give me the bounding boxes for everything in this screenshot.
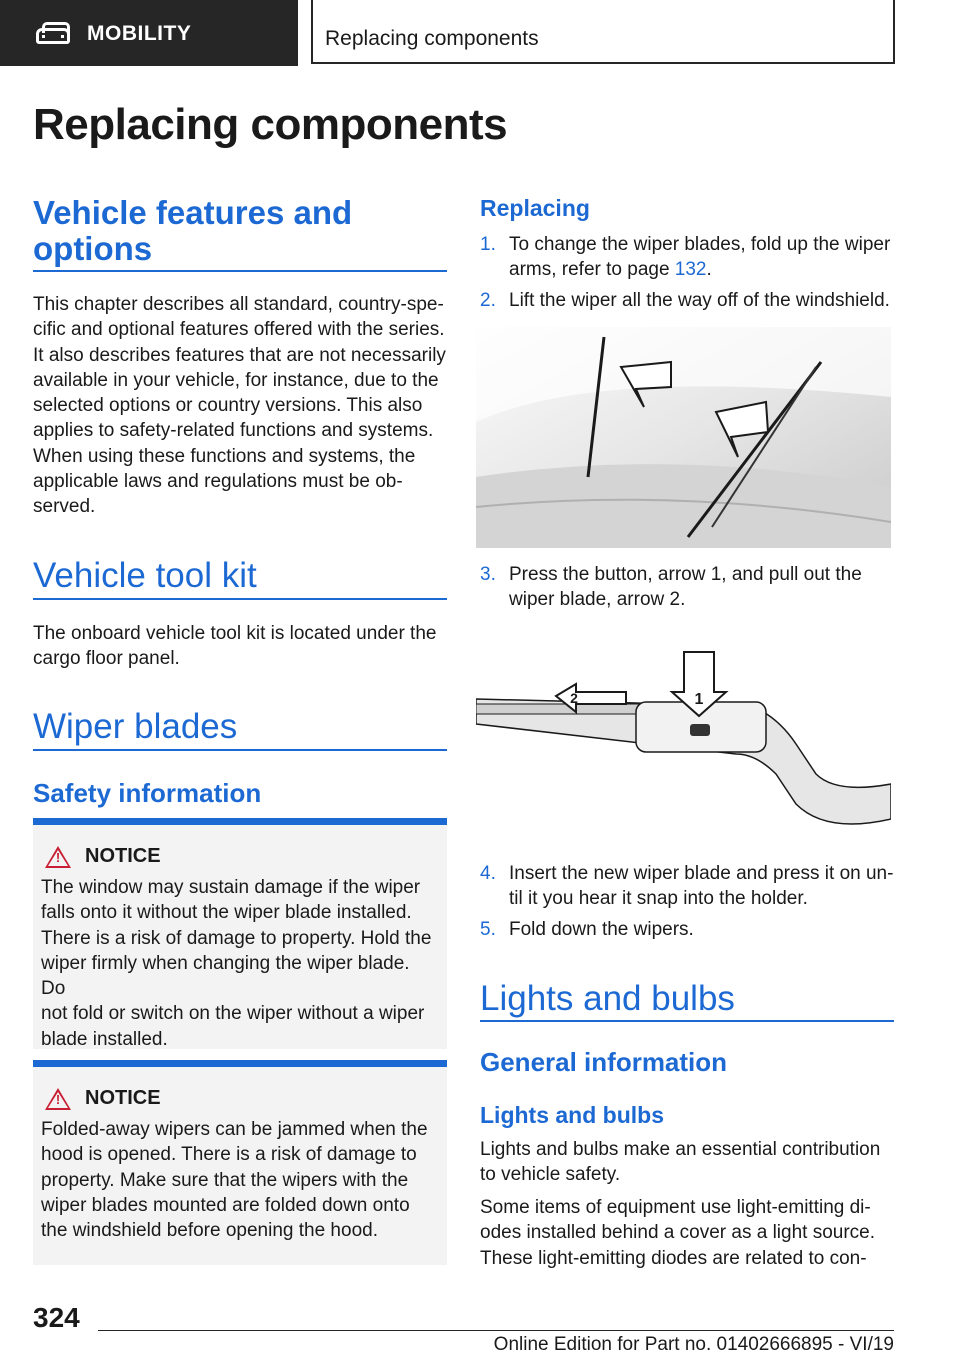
heading-vehicle-tool-kit: Vehicle tool kit	[33, 556, 257, 595]
heading-vehicle-features: Vehicle features and options	[33, 194, 353, 267]
heading-wiper-blades: Wiper blades	[33, 707, 238, 746]
notice-text: The window may sustain damage if the wiper falls onto it without the wiper blade installed. There is a risk of damage to property. Hold the wiper firmly when changing the wiper blade. Do not fold or switch on the wiper without a wiper blade installed.	[41, 877, 432, 1050]
section-rule	[480, 1020, 894, 1022]
warning-icon: !	[45, 1088, 71, 1110]
wiper-arms-illustration	[476, 327, 891, 548]
page-title: Replacing components	[33, 100, 508, 149]
footer-edition: Online Edition for Part no. 01402666895 - VI/19	[493, 1334, 894, 1355]
heading-safety-information: Safety information	[33, 778, 262, 808]
step-5: 5. Fold down the wipers.	[480, 919, 694, 940]
section-rule	[33, 270, 447, 272]
lights-para-1: Lights and bulbs make an essential contribution to vehicle safety.	[480, 1139, 881, 1186]
footer-rule	[98, 1330, 894, 1331]
lights-para-2: Some items of equipment use light-emitting di‐ odes installed behind a cover as a light source. These light-emitting diodes are related to con‐	[480, 1197, 876, 1269]
tool-kit-text: The onboard vehicle tool kit is located under the cargo floor panel.	[33, 623, 437, 670]
step-2: 2. Lift the wiper all the way off of the windshield.	[480, 290, 890, 311]
section-rule	[33, 598, 447, 600]
step-3: 3. Press the button, arrow 1, and pull out the wiper blade, arrow 2.	[480, 564, 862, 611]
page-link[interactable]: 132	[674, 259, 707, 281]
header-section-label: MOBILITY	[87, 22, 192, 45]
warning-icon: !	[45, 846, 71, 868]
subheading-lights-and-bulbs: Lights and bulbs	[480, 1102, 664, 1128]
step-4: 4. Insert the new wiper blade and press it on un‐ til it you hear it snap into the holder.	[480, 863, 894, 910]
header-section-tab	[0, 0, 298, 66]
notice-text: Folded-away wipers can be jammed when the hood is opened. There is a risk of damage to property. Make sure that the wipers with the wiper blades mounted are folded down onto the windshield before opening the hood.	[41, 1119, 428, 1242]
step-1: 1. To change the wiper blades, fold up the wiper arms, refer to page 132.	[480, 234, 891, 281]
heading-general-information: General information	[480, 1047, 728, 1077]
vehicle-features-text: This chapter describes all standard, country-spe‐ cific and optional features offered with the series. It also describes features that are not necessarily available in your vehicle, for instance, due to the selected options or country versions. This also applies to safety-related functions and systems. When using these functions and systems, the applicable laws and regulations must be ob‐ served.	[33, 294, 446, 518]
header-chapter-title: Replacing components	[325, 27, 539, 50]
car-icon	[36, 28, 70, 44]
wiper-blade-removal-illustration	[476, 644, 891, 847]
arrow-1-label: 1	[694, 691, 704, 708]
section-rule	[33, 749, 447, 751]
notice-box	[33, 818, 447, 1049]
notice-box	[33, 1060, 447, 1265]
page-number: 324	[33, 1302, 80, 1333]
arrow-2-label: 2	[570, 690, 578, 706]
notice-title: NOTICE	[85, 845, 161, 867]
heading-lights-and-bulbs: Lights and bulbs	[480, 979, 735, 1018]
notice-title: NOTICE	[85, 1087, 161, 1109]
heading-replacing: Replacing	[480, 195, 590, 221]
